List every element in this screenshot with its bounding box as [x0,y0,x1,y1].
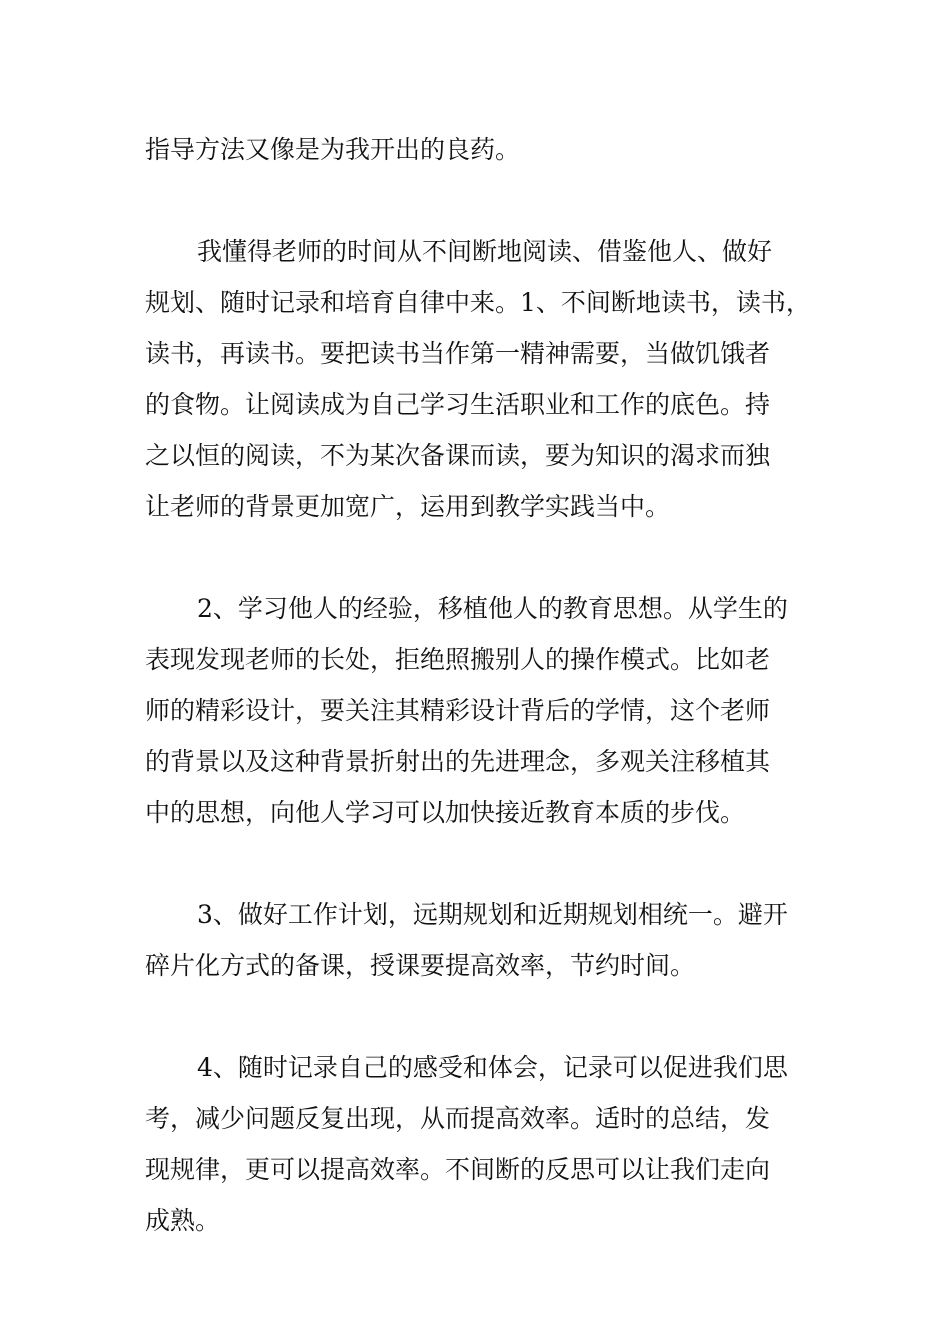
paragraph-gap [145,175,810,226]
document-body [145,124,810,1246]
paragraph-gap [145,838,810,889]
text-line: 规划、随时记录和培育自律中来。1、不间断地读书，读书， [145,288,811,317]
text-line: 之以恒的阅读，不为某次备课而读，要为知识的渴求而独 [145,441,771,470]
text-line: 的食物。让阅读成为自己学习生活职业和工作的底色。持 [145,390,771,419]
text-line: 碎片化方式的备课，授课要提高效率，节约时间。 [145,951,696,980]
text-line: 读书，再读书。要把读书当作第一精神需要，当做饥饿者 [145,339,771,368]
text-line: 3、做好工作计划，远期规划和近期规划相统一。避开 [197,900,788,929]
text-line: 的背景以及这种背景折射出的先进理念，多观关注移植其 [145,747,771,776]
text-line: 中的思想，向他人学习可以加快接近教育本质的步伐。 [145,798,746,827]
text-line: 我懂得老师的时间从不间断地阅读、借鉴他人、做好 [197,237,773,266]
text-line: 4、随时记录自己的感受和体会，记录可以促进我们思 [197,1053,788,1082]
text-line: 让老师的背景更加宽广，运用到教学实践当中。 [145,492,671,521]
paragraph-gap [145,991,810,1042]
text-line: 表现发现老师的长处，拒绝照搬别人的操作模式。比如老 [145,645,771,674]
text-line: 师的精彩设计，要关注其精彩设计背后的学情，这个老师 [145,696,771,725]
text-line: 成熟。 [145,1206,221,1235]
text-line: 现规律，更可以提高效率。不间断的反思可以让我们走向 [145,1155,771,1184]
text-line: 指导方法又像是为我开出的良药。 [145,135,521,164]
text-line: 考，减少问题反复出现，从而提高效率。适时的总结，发 [145,1104,771,1133]
text-line: 2、学习他人的经验，移植他人的教育思想。从学生的 [197,594,788,623]
paragraph-gap [145,532,810,583]
